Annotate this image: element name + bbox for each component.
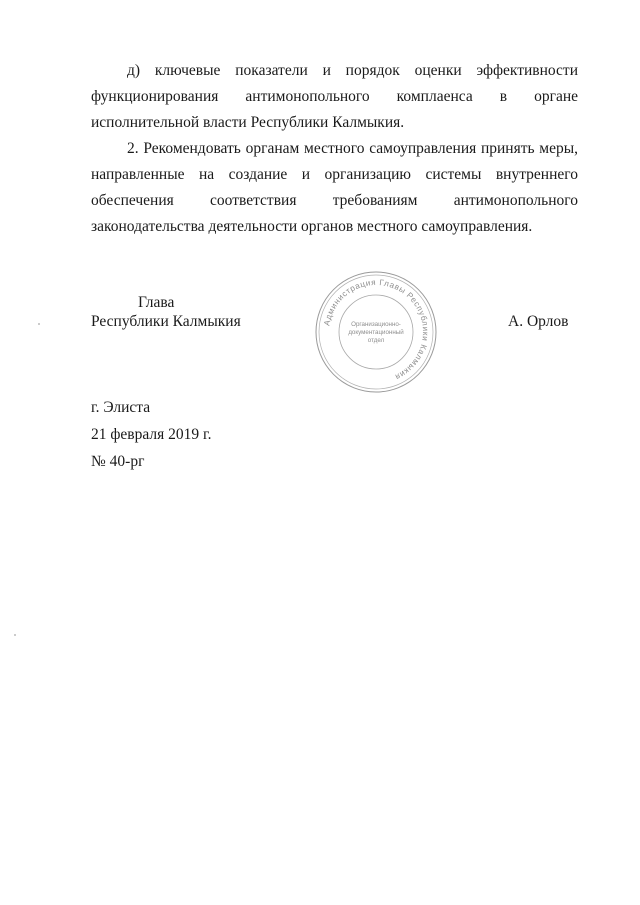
signatory-title-line1: Глава — [138, 294, 175, 311]
paragraph-2-line-1: 2. Рекомендовать органам местного самоуправления принять меры, — [127, 140, 578, 157]
signatory-title-line2: Республики Калмыкия — [91, 313, 241, 330]
scan-speck — [14, 634, 16, 636]
issue-date: 21 февраля 2019 г. — [91, 426, 212, 443]
stamp-center-line2: документационный — [348, 329, 404, 336]
paragraph-d-line-1: д) ключевые показатели и порядок оценки эффективности — [127, 62, 578, 79]
stamp-center-line3: отдел — [367, 337, 385, 344]
paragraph-2 — [91, 136, 578, 240]
paragraph-2-line-2: направленные на создание и организацию системы внутреннего — [91, 166, 578, 183]
paragraph-2-line-3: обеспечения соответствия требованиям антимонопольного — [91, 192, 578, 209]
paragraph-d-line-3: исполнительной власти Республики Калмыкия. — [91, 114, 405, 131]
place-of-issue: г. Элиста — [91, 399, 151, 416]
paragraph-d-line-2: функционирования антимонопольного комплаенса в органе — [91, 88, 578, 105]
paragraph-d — [91, 58, 578, 136]
document-number: № 40-рг — [91, 453, 145, 470]
scan-speck — [38, 323, 40, 325]
stamp-ring-text: Администрация Главы Республики Калмыкия — [322, 277, 431, 382]
paragraph-2-line-4: законодательства деятельности органов местного самоуправления. — [91, 218, 533, 235]
official-stamp — [314, 270, 438, 394]
stamp-center-line1: Организационно- — [351, 321, 401, 328]
signatory-name: А. Орлов — [508, 313, 569, 330]
